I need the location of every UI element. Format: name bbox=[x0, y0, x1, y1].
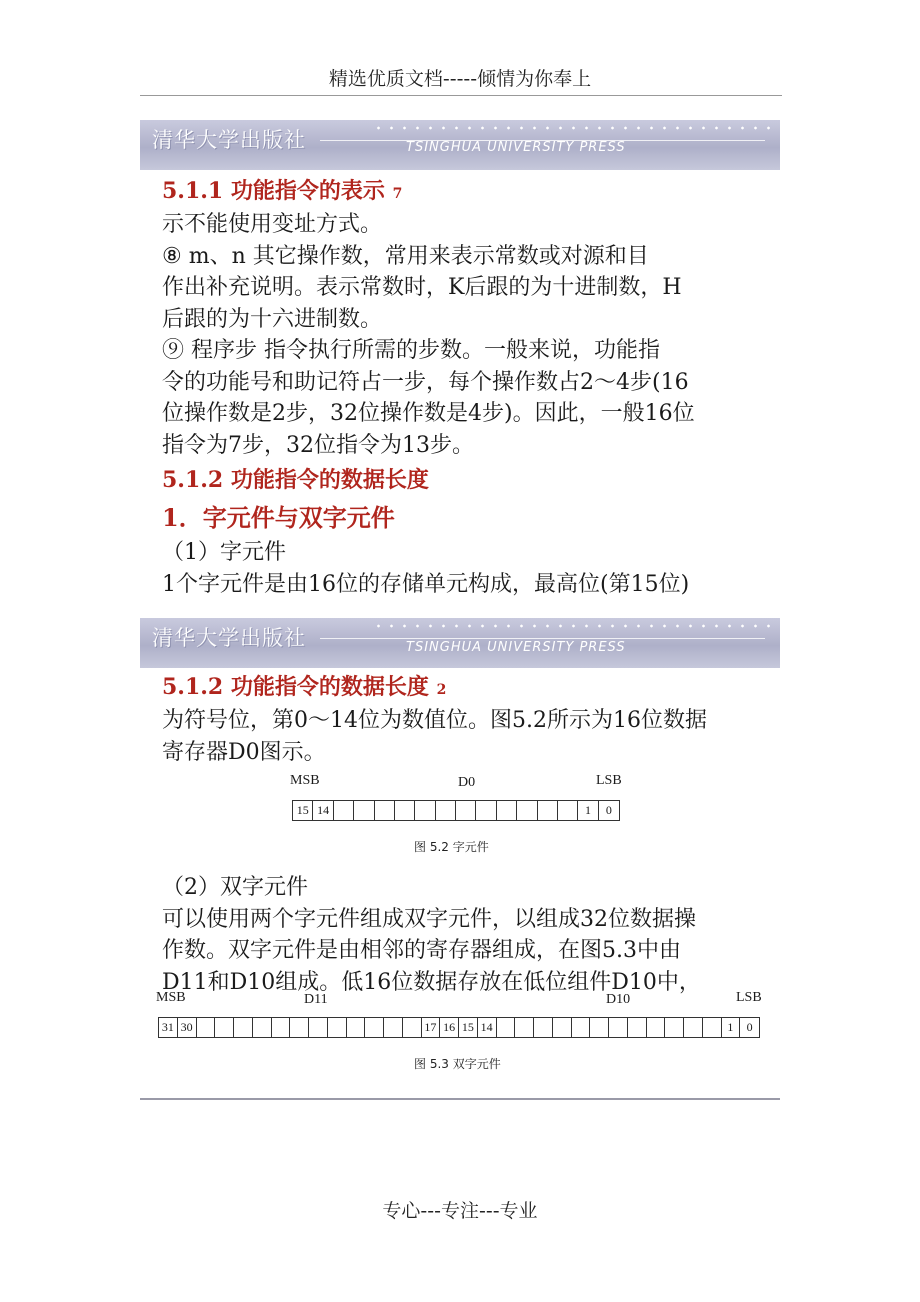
register-bit-cell bbox=[309, 1018, 328, 1037]
fig2-caption: 图 5.3 双字元件 bbox=[414, 1057, 501, 1071]
register-bit-cell bbox=[572, 1018, 591, 1037]
slide-banner bbox=[140, 618, 780, 668]
fig1-msb-label: MSB bbox=[290, 773, 320, 788]
text-line: ⑧ m、n 其它操作数，常用来表示常数或对源和目 bbox=[162, 243, 649, 269]
register-bit-cell: 16 bbox=[440, 1018, 459, 1037]
register-bit-cell: 15 bbox=[459, 1018, 478, 1037]
press-name: 清华大学出版社 bbox=[152, 626, 306, 650]
slide-title bbox=[162, 176, 764, 209]
register-bit-cell bbox=[609, 1018, 628, 1037]
fig2-msb-label: MSB bbox=[156, 990, 186, 1005]
body-text-2 bbox=[162, 537, 764, 600]
fig2-register-hi-name: D11 bbox=[304, 992, 328, 1007]
register-bit-cell bbox=[538, 801, 558, 820]
register-bit-cell bbox=[647, 1018, 666, 1037]
fig1-lsb-label: LSB bbox=[596, 773, 622, 788]
register-bit-cell bbox=[497, 1018, 516, 1037]
press-name-en: TSINGHUA UNIVERSITY PRESS bbox=[406, 140, 626, 155]
register-bit-cell bbox=[590, 1018, 609, 1037]
slide-1-content bbox=[162, 176, 764, 600]
register-bit-cell bbox=[553, 1018, 572, 1037]
register-bit-cell bbox=[272, 1018, 291, 1037]
register-bit-cell: 0 bbox=[605, 803, 612, 817]
text-line: 寄存器D0图示。 bbox=[162, 739, 326, 765]
item-title: （1）字元件 bbox=[162, 540, 286, 565]
register-bit-cell bbox=[347, 1018, 366, 1037]
fig2-lsb-label: LSB bbox=[736, 990, 762, 1005]
section-title: 5.1.2 功能指令的数据长度 bbox=[162, 467, 429, 493]
register-bit-cell bbox=[515, 1018, 534, 1037]
slide-title-text: 5.1.2 功能指令的数据长度 bbox=[162, 674, 429, 700]
register-bit-cell bbox=[436, 801, 456, 820]
text-line: ⑨ 程序步 指令执行所需的步数。一般来说，功能指 bbox=[162, 338, 660, 363]
page-header: 精选优质文档-----倾情为你奉上 bbox=[328, 68, 592, 90]
text-line: 后跟的为十六进制数。 bbox=[162, 306, 383, 332]
register-bit-cell bbox=[354, 801, 374, 820]
register-bit-cell bbox=[365, 1018, 384, 1037]
register-bit-cell bbox=[334, 801, 354, 820]
register-bit-cell bbox=[703, 1018, 722, 1037]
fig1-register-bits bbox=[292, 800, 620, 821]
banner-dots bbox=[372, 624, 777, 628]
press-name: 清华大学出版社 bbox=[152, 128, 306, 152]
text-line: 令的功能号和助记符占一步，每个操作数占2～4步(16 bbox=[162, 369, 689, 395]
register-bit-cell: 30 bbox=[178, 1018, 197, 1037]
body-text bbox=[162, 209, 764, 461]
register-bit-cell bbox=[558, 801, 578, 820]
register-bit-cell bbox=[665, 1018, 684, 1037]
slide-2-content bbox=[162, 672, 764, 768]
slide-2-content-2 bbox=[162, 872, 764, 998]
text-line: 作数。双字元件是由相邻的寄存器组成，在图5.3中由 bbox=[162, 938, 681, 963]
register-bit-cell bbox=[497, 801, 517, 820]
register-bit-cell bbox=[395, 801, 415, 820]
register-bit-cell bbox=[375, 801, 395, 820]
slide-number: 7 bbox=[392, 186, 403, 202]
register-bit-cell: 0 bbox=[746, 1020, 753, 1034]
register-bit-cell bbox=[628, 1018, 647, 1037]
register-bit-cell: 14 bbox=[478, 1018, 497, 1037]
text-line: 为符号位，第0～14位为数值位。图5.2所示为16位数据 bbox=[162, 708, 707, 733]
register-bit-cell bbox=[384, 1018, 403, 1037]
fig1-caption: 图 5.2 字元件 bbox=[414, 840, 489, 854]
register-bit-cell bbox=[215, 1018, 234, 1037]
banner-dots bbox=[372, 126, 777, 130]
body-text bbox=[162, 705, 764, 768]
text-line: 作出补充说明。表示常数时，K后跟的为十进制数，H bbox=[162, 275, 682, 300]
press-name-en: TSINGHUA UNIVERSITY PRESS bbox=[406, 640, 626, 655]
register-bit-cell: 14 bbox=[313, 801, 333, 820]
text-line: 示不能使用变址方式。 bbox=[162, 212, 383, 237]
register-bit-cell bbox=[290, 1018, 309, 1037]
body-text-2 bbox=[162, 872, 764, 998]
register-bit-cell bbox=[234, 1018, 253, 1037]
text-line: D11和D10组成。低16位数据存放在低位组件D10中， bbox=[162, 969, 701, 995]
register-bit-cell bbox=[476, 801, 496, 820]
register-bit-cell: 1 bbox=[722, 1018, 741, 1037]
text-line: 可以使用两个字元件组成双字元件，以组成32位数据操 bbox=[162, 906, 696, 932]
page-footer: 专心---专注---专业 bbox=[382, 1200, 538, 1222]
header-rule bbox=[140, 95, 782, 96]
fig2-register-lo-name: D10 bbox=[606, 992, 631, 1007]
register-bit-cell bbox=[684, 1018, 703, 1037]
register-bit-cell: 1 bbox=[578, 801, 598, 820]
register-bit-cell bbox=[534, 1018, 553, 1037]
fig2-register-bits bbox=[158, 1017, 760, 1038]
register-bit-cell bbox=[415, 801, 435, 820]
slide-banner bbox=[140, 120, 780, 170]
slide-title-text: 5.1.1 功能指令的表示 bbox=[162, 178, 385, 204]
sub-title: 1．字元件与双字元件 bbox=[162, 503, 395, 532]
text-line: 1个字元件是由16位的存储单元构成，最高位(第15位) bbox=[162, 571, 690, 597]
register-bit-cell bbox=[197, 1018, 216, 1037]
register-bit-cell: 31 bbox=[159, 1018, 178, 1037]
slide-1 bbox=[140, 120, 780, 610]
slide-number: 2 bbox=[436, 682, 447, 698]
register-bit-cell bbox=[253, 1018, 272, 1037]
banner-rule bbox=[320, 638, 765, 639]
register-bit-cell bbox=[517, 801, 537, 820]
register-bit-cell bbox=[456, 801, 476, 820]
text-line: 位操作数是2步，32位操作数是4步)。因此，一般16位 bbox=[162, 401, 695, 426]
item-title: （2）双字元件 bbox=[162, 875, 308, 900]
text-line: 指令为7步，32位指令为13步。 bbox=[162, 432, 474, 458]
slide-2 bbox=[140, 618, 780, 1100]
register-bit-cell: 17 bbox=[422, 1018, 441, 1037]
register-bit-cell bbox=[328, 1018, 347, 1037]
register-bit-cell bbox=[403, 1018, 422, 1037]
fig1-register-name: D0 bbox=[458, 775, 476, 790]
slide-title bbox=[162, 672, 764, 705]
register-bit-cell: 15 bbox=[293, 801, 313, 820]
